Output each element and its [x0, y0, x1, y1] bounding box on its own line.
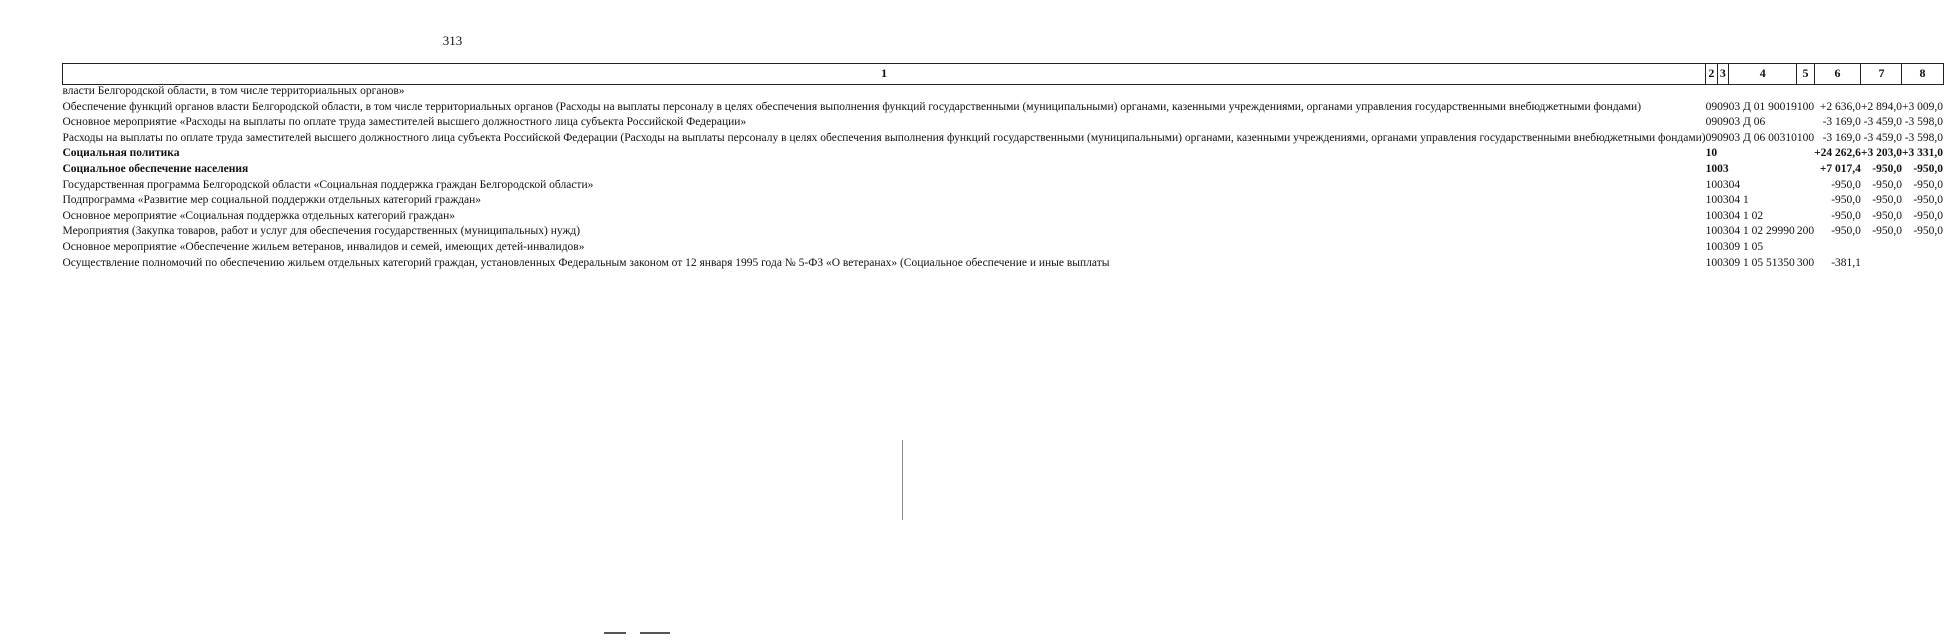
budget-table [62, 63, 1944, 272]
expense-type-code: 100 [1796, 131, 1815, 144]
amount-year-1: -950,0 [1831, 178, 1861, 191]
table-row [63, 116, 1944, 132]
table-row [63, 194, 1944, 210]
table-row [63, 163, 1944, 179]
expense-type-code [1797, 147, 1814, 163]
amount-year-3: +3 331,0 [1901, 147, 1944, 160]
amount-year-1: +24 262,6 [1814, 147, 1861, 160]
amount-year-2: -3 459,0 [1863, 131, 1902, 144]
amount-year-3: +3 009,0 [1902, 100, 1944, 113]
amount-year-2: +3 203,0 [1860, 147, 1902, 160]
row-description: Мероприятия (Закупка товаров, работ и услуг для обеспечения государственных (муниципальных) нужд) [62, 225, 581, 238]
subsection-code: 03 [1717, 162, 1729, 175]
header-row [63, 64, 1944, 85]
section-code: 10 [1705, 256, 1718, 269]
subsection-code: 03 [1717, 178, 1729, 191]
subsection-code: 03 [1717, 225, 1729, 238]
amount-year-1: -950,0 [1831, 194, 1861, 207]
amount-year-2 [1861, 241, 1902, 257]
table-row [63, 179, 1944, 195]
expense-type-code [1797, 210, 1814, 226]
col-header-1: 1 [63, 64, 1706, 85]
amount-year-1: +7 017,4 [1819, 162, 1861, 175]
scan-mark [604, 632, 626, 634]
amount-year-3: -950,0 [1913, 178, 1944, 191]
amount-year-2: -950,0 [1872, 209, 1902, 222]
subsection-code: 03 [1717, 194, 1729, 207]
target-article-code: 03 Д 01 90019 [1728, 100, 1797, 113]
col-header-6: 6 [1814, 64, 1861, 85]
expense-type-code [1797, 194, 1814, 210]
table-row [63, 132, 1944, 148]
amount-year-2 [1861, 257, 1902, 273]
target-article-code: 09 1 05 51350 [1728, 256, 1795, 269]
subsection-code: 03 [1717, 256, 1729, 269]
scan-mark [902, 440, 903, 520]
amount-year-3: -3 598,0 [1904, 116, 1944, 129]
row-description: Основное мероприятие «Обеспечение жильем ветеранов, инвалидов и семей, имеющих детей-инвалидов» [62, 240, 585, 253]
amount-year-3: -950,0 [1913, 209, 1944, 222]
row-description: Основное мероприятие «Расходы на выплаты по оплате труда заместителей высшего должностного лица субъекта Российской Федерации» [62, 116, 747, 129]
subsection-code: 09 [1717, 131, 1729, 144]
target-article-code: 04 1 02 [1728, 209, 1764, 222]
col-header-4: 4 [1729, 64, 1797, 85]
subsection-code: 03 [1717, 240, 1729, 253]
section-code [1706, 85, 1718, 101]
row-description: власти Белгородской области, в том числе территориальных органов» [62, 85, 405, 97]
target-article-code: 04 1 [1728, 194, 1749, 207]
target-article-code: 03 Д 06 00310 [1728, 131, 1797, 144]
target-article-code: 04 [1728, 178, 1741, 191]
amount-year-2: -950,0 [1872, 178, 1902, 191]
amount-year-2 [1861, 85, 1902, 101]
row-description: Осуществление полномочий по обеспечению жильем отдельных категорий граждан, установленных Федеральным законом от 12 января 1995 года № 5-ФЗ «О ветеранах» (Социальное обеспечение и иные выплаты [62, 256, 1110, 269]
amount-year-3: -950,0 [1913, 225, 1944, 238]
amount-year-1: -3 169,0 [1822, 116, 1861, 129]
amount-year-1: -950,0 [1831, 225, 1861, 238]
target-article-code: 04 1 02 29990 [1728, 225, 1795, 238]
table-row [63, 85, 1944, 101]
amount-year-1: +2 636,0 [1819, 100, 1861, 113]
amount-year-2: -950,0 [1872, 194, 1902, 207]
expense-type-code [1797, 241, 1814, 257]
section-code: 09 [1705, 116, 1718, 129]
col-header-7: 7 [1861, 64, 1902, 85]
table-row [63, 225, 1944, 241]
row-description: Социальное обеспечение населения [62, 162, 249, 175]
target-article-code: 03 Д 06 [1728, 116, 1766, 129]
section-code: 09 [1705, 131, 1718, 144]
table-row [63, 257, 1944, 273]
row-description: Обеспечение функций органов власти Белгородской области, в том числе территориальных органов (Расходы на выплаты персоналу в целях обеспечения выполнения функций государственными (муниципальными) органами, казенными учреждениями, органами управления государственными внебюджетными фондами) [62, 100, 1642, 113]
section-code: 09 [1705, 100, 1718, 113]
amount-year-2: -950,0 [1872, 162, 1902, 175]
amount-year-3 [1902, 241, 1943, 257]
subsection-code [1717, 85, 1729, 101]
expense-type-code [1797, 179, 1814, 195]
scan-mark [640, 632, 670, 634]
section-code: 10 [1705, 147, 1718, 160]
section-code: 10 [1705, 178, 1718, 191]
row-description: Государственная программа Белгородской области «Социальная поддержка граждан Белгородской области» [62, 178, 594, 191]
col-header-3: 3 [1717, 64, 1729, 85]
amount-year-1 [1814, 241, 1861, 257]
amount-year-2: +2 894,0 [1860, 100, 1902, 113]
row-description: Расходы на выплаты по оплате труда заместителей высшего должностного лица субъекта Российской Федерации (Расходы на выплаты персоналу в целях обеспечения выполнения функций государственными (муниципальными) органами, казенными учреждениями, органами управления государственными внебюджетными фондами) [62, 131, 1706, 144]
section-code: 10 [1705, 240, 1718, 253]
amount-year-1: -381,1 [1831, 256, 1861, 269]
amount-year-2: -3 459,0 [1863, 116, 1902, 129]
amount-year-1: -3 169,0 [1822, 131, 1861, 144]
expense-type-code [1797, 85, 1814, 101]
col-header-8: 8 [1902, 64, 1943, 85]
target-article-code [1729, 85, 1797, 101]
section-code: 10 [1705, 162, 1718, 175]
expense-type-code: 300 [1796, 256, 1815, 269]
row-description: Подпрограмма «Развитие мер социальной поддержки отдельных категорий граждан» [62, 194, 482, 207]
expense-type-code [1797, 116, 1814, 132]
table-row [63, 241, 1944, 257]
expense-type-code: 100 [1796, 100, 1815, 113]
row-description: Основное мероприятие «Социальная поддержка отдельных категорий граждан» [62, 209, 455, 222]
amount-year-3: -950,0 [1913, 162, 1944, 175]
row-description: Социальная политика [62, 147, 180, 160]
subsection-code [1717, 147, 1729, 163]
section-code: 10 [1705, 209, 1718, 222]
amount-year-3: -950,0 [1913, 194, 1944, 207]
subsection-code: 09 [1717, 100, 1729, 113]
section-code: 10 [1705, 225, 1718, 238]
amount-year-3 [1902, 85, 1943, 101]
table-row [63, 147, 1944, 163]
target-article-code [1729, 163, 1797, 179]
page-number: 313 [442, 33, 463, 48]
amount-year-2: -950,0 [1872, 225, 1902, 238]
amount-year-1 [1814, 85, 1861, 101]
expense-type-code: 200 [1796, 225, 1815, 238]
expense-type-code [1797, 163, 1814, 179]
section-code: 10 [1705, 194, 1718, 207]
col-header-2: 2 [1706, 64, 1718, 85]
subsection-code: 09 [1717, 116, 1729, 129]
amount-year-3: -3 598,0 [1904, 131, 1944, 144]
target-article-code: 09 1 05 [1728, 240, 1764, 253]
subsection-code: 03 [1717, 209, 1729, 222]
amount-year-1: -950,0 [1831, 209, 1861, 222]
col-header-5: 5 [1797, 64, 1814, 85]
table-row [63, 101, 1944, 117]
amount-year-3 [1902, 257, 1943, 273]
table-row [63, 210, 1944, 226]
target-article-code [1729, 147, 1797, 163]
